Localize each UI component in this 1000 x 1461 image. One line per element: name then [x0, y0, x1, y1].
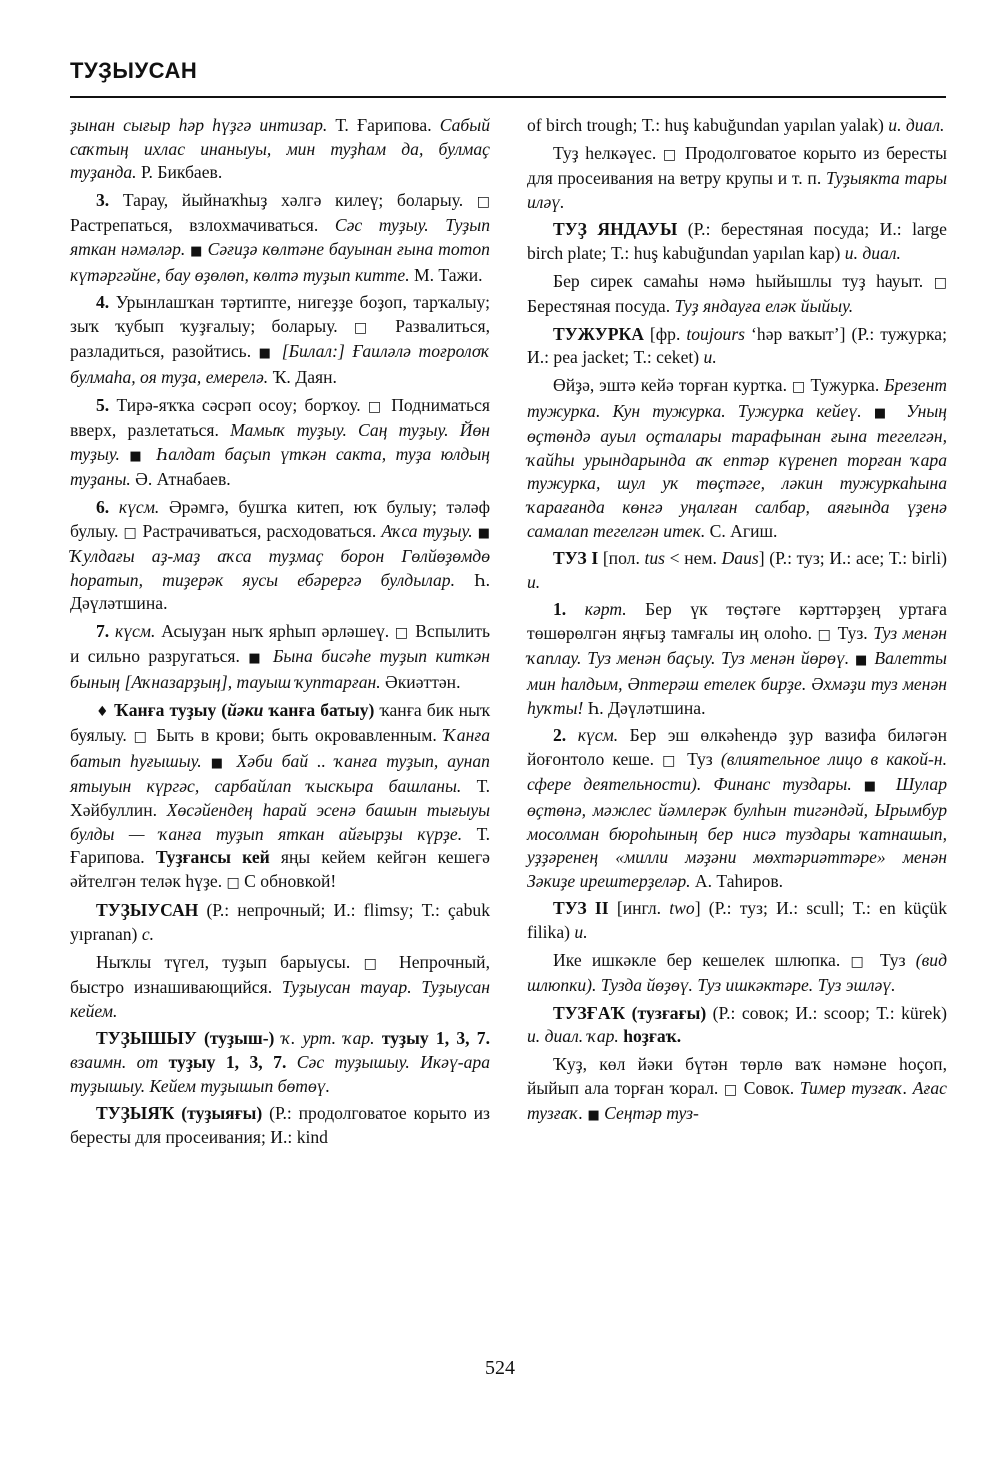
example-text: Сәс туҙыу. Туҙып яткан нәмәләр. — [70, 215, 490, 259]
source-author: Т. Ғарипова. — [70, 823, 490, 868]
definition: Ныҡлы түгел, туҙып барыусы. — [96, 951, 364, 972]
pos-label: и. — [574, 922, 588, 942]
definition: Тирә-яҡҡа сәсрәп осоу; борҡоу. — [109, 394, 368, 415]
stem-form: (туҙыш-) — [196, 1028, 275, 1049]
left-column — [70, 114, 490, 1153]
translation-marker-icon: □ — [791, 378, 806, 395]
equivalents: (Р.: совок; И.: scoop; Т.: kürek) — [706, 1002, 947, 1023]
example-text: Ҡанға батып һуғышыу. — [70, 725, 490, 771]
pos-label: с. — [141, 924, 155, 944]
translation: Растрепаться, взлохмачиваться. — [70, 215, 335, 236]
source-author: Ә. Атнабаев. — [130, 469, 231, 490]
etymology: [пол. — [598, 548, 645, 569]
headword: ТУҘ ЯНДАУЫ — [553, 219, 678, 240]
source-author: Т. Ғарипова. — [327, 115, 440, 135]
example-text: Сәс туҙышыу. Икәү-ара туҙышыу. Кейем туҙышып бөтөү. — [70, 1051, 490, 1096]
etymology: < нем. — [665, 548, 722, 569]
idiom-headword: Туҙғансы кей — [155, 847, 270, 868]
definition: яңы кейем кейгән кешегә әйтелгән теләк һүҙе. — [70, 847, 490, 891]
entry-continuation — [70, 114, 490, 185]
entry-tuzyshyu — [70, 1027, 490, 1098]
translation: Туз — [869, 949, 916, 970]
sense-6 — [70, 496, 490, 616]
page-number: 524 — [485, 1357, 515, 1379]
translation: Растрачиваться, расходоваться. — [137, 520, 382, 541]
entry-tuzyyak-def — [527, 142, 947, 215]
example-text: Брезент тужурка. Кун тужурка. Тужурка кейеү. — [527, 374, 947, 421]
translation: Развалиться, разладиться, разойтись. — [70, 315, 490, 362]
translation: Туз — [679, 748, 721, 769]
sense-number: 1. — [553, 599, 567, 620]
headword: ТУЗ II — [553, 898, 609, 919]
source-author: Һ. Дәүләтшина. — [70, 569, 490, 614]
example-text: Тимер тузғаҡ. Ағас тузғаҡ. — [527, 1077, 947, 1124]
translation: Продолговатое корыто из бересты для просеивания на ветру крупы и т. п. — [527, 142, 947, 189]
pos-label: и. — [527, 571, 541, 592]
entry-tuzgak-def — [527, 1053, 947, 1128]
translation-marker-icon: □ — [662, 752, 680, 769]
quotation-marker-icon: ■ — [129, 448, 147, 464]
usage-label: күсм. — [566, 725, 619, 746]
sense-7 — [70, 620, 490, 695]
quotation-marker-icon: ■ — [258, 346, 275, 362]
sense-3 — [70, 189, 490, 287]
definition: Ҡуҙ, көл йәки бүтән төрлө ваҡ нәмәне һоҫоп, йыйып ала торған ҡорал. — [527, 1053, 947, 1098]
translation: Быть в крови; быть окровавленным. — [149, 725, 444, 746]
idiom-headword: Ҡанға туҙыу ( — [114, 699, 228, 720]
source-author: С. Агиш. — [705, 520, 778, 541]
idiom-marker-icon: ♦ — [96, 703, 110, 720]
translation: Туз. — [832, 622, 874, 643]
definition: Бер үк төҫтәге кәрттәрҙең уртаға төшөрөлгән яңғыҙ тамғалы иң олоһо. — [527, 599, 947, 643]
entry-tuzyusan — [70, 899, 490, 946]
stem-form: (тузғағы) — [625, 1002, 707, 1023]
source-author: Т. Хәйбуллин. — [70, 776, 490, 821]
entry-tuz-2 — [527, 897, 947, 944]
etymon: two — [669, 898, 695, 919]
quotation: Сәғиҙә көлтәне бауынан ғына тотоп күтәргәйне, бау өҙөлөп, көлтә туҙып китте. — [70, 238, 490, 285]
idiom-block — [70, 699, 490, 896]
sense-1 — [527, 598, 947, 720]
sense-number: 3. — [96, 189, 110, 210]
quotation-marker-icon: ■ — [587, 1108, 600, 1124]
quotation: Һалдат баҫып үткән сакта, туҙа юлдың туҙаны. — [70, 443, 490, 490]
entry-continuation — [527, 114, 947, 138]
quotation: Хөсәйендең һарай эсенә башын тығыуы булды — ҡанға туҙып яткан айғырҙы күрҙе. — [70, 800, 490, 844]
entry-tuzhurka — [527, 323, 947, 370]
definition: Туҙ һелкәүес. — [553, 142, 663, 163]
quotation-marker-icon: ■ — [863, 779, 884, 795]
entry-tuz-2-def — [527, 949, 947, 998]
definition: Тарау, йыйнаҡһыҙ хәлгә килеү; боларыу. — [109, 189, 477, 210]
cross-reference: һоҙғаҡ. — [618, 1026, 682, 1047]
headword: ТУҘЫУСАН — [96, 900, 199, 921]
sense-number: 7. — [96, 620, 110, 641]
quotation: Ҡулдағы аҙ-маҙ аҡса туҙмаҫ борон Гөлйөҙөмдө һоратып, тиҙерәк яусы ебәрергә булдылар. — [70, 546, 490, 590]
example-text: Туҙыусан тауар. Туҙыусан кейем. — [70, 977, 490, 1021]
translation-marker-icon: □ — [933, 274, 947, 291]
source-author: Һ. Дәүләтшина. — [583, 697, 706, 718]
sense-number: 4. — [96, 292, 110, 313]
running-header — [70, 58, 946, 84]
translation: Подниматься вверх, разлетаться. — [70, 394, 490, 441]
sense-number: 2. — [553, 725, 567, 746]
entry-tuzgak — [527, 1002, 947, 1049]
source-author: М. Тажи. — [409, 264, 483, 285]
translation: Тужурка. — [805, 374, 885, 395]
translation-marker-icon: □ — [367, 398, 384, 415]
definition: Асыуҙан ныҡ ярһып әрләшеү. — [155, 620, 395, 641]
translation-marker-icon: □ — [226, 874, 240, 891]
example-text: Мамыҡ туҙыу. Саң туҙыу. Йөн туҙыу. — [70, 420, 490, 464]
example-text: Туз менән ҡаплау. Туз менән баҫыу. Туз менән йөрөү. — [527, 622, 947, 669]
definition: ҡанға бик ныҡ буялыу. — [70, 699, 490, 746]
sense-2 — [527, 724, 947, 893]
pos-label: и. диал. — [844, 242, 901, 263]
definition: Бер эш өлкәһендә ҙур вазифа биләгән йоғонтоло кеше. — [527, 725, 947, 769]
idiom-conjunction: йәки — [227, 699, 264, 720]
equivalents: (Р.: непрочный; И.: flimsy; Т.: çabuk yıpranan) — [70, 900, 490, 944]
headword: ТУЖУРКА — [553, 323, 644, 344]
cross-reference: туҙыу 1, 3, 7. — [158, 1051, 287, 1072]
example-text: Туҙ яндауға еләк йыйыу. — [674, 296, 854, 317]
equivalents: (Р.: продолговатое корыто из бересты для просеивания; И.: kind — [70, 1103, 490, 1147]
example-text: Туҙыякта тары иләү. — [527, 168, 947, 212]
right-column — [527, 114, 947, 1132]
cross-reference: туҙыу 1, 3, 7. — [374, 1028, 490, 1049]
example-text: Сабый саҡтың ихлас инаныуы, мин туҙһам да, булмаҫ туҙанда. — [70, 115, 490, 183]
equivalents: ] (Р.: туз; И.: ace; Т.: birli) — [758, 548, 947, 569]
headword: ТУЗҒАҠ — [553, 1002, 626, 1023]
entry-tuz-yandauy-def — [527, 270, 947, 319]
translation: Берестяная посуда. — [527, 296, 675, 317]
pos-label: и. диал. — [888, 115, 945, 135]
translation-marker-icon: □ — [817, 626, 833, 643]
sense-number: 6. — [96, 496, 110, 517]
grammar-label: взаимн. от — [70, 1051, 159, 1072]
headword: ТУҘЫЯҠ — [96, 1103, 175, 1124]
entry-tuz-1 — [527, 547, 947, 594]
quotation-marker-icon: ■ — [248, 651, 265, 667]
quotation-marker-icon: ■ — [477, 525, 491, 541]
source-author: Ҡ. Даян. — [268, 366, 337, 387]
quotation-marker-icon: ■ — [190, 243, 203, 259]
quotation: Бына бисәһе туҙып киткән бының [Аҡназарҙың], тауыш ҡуптарған. — [70, 646, 490, 693]
source-author: А. Таһиров. — [690, 870, 784, 891]
sense-5 — [70, 394, 490, 492]
translation-marker-icon: □ — [850, 953, 870, 970]
grammar-label: ҡ. урт. ҡар. — [274, 1028, 375, 1049]
translation: С обновкой! — [239, 870, 337, 891]
idiom-variant: ҡанға батыу) — [263, 699, 375, 720]
quotation: [Билал:] Ғаиләлә тоғролоҡ булмаһа, оя туҙа, емерелә. — [70, 341, 490, 387]
quotation: Сеңтәр туз- — [604, 1103, 699, 1124]
example-text: Аҡса туҙыу. — [381, 520, 473, 541]
definition: Ике ишкәкле бер кешелек шлюпка. — [553, 949, 851, 970]
etymon: toujours — [686, 323, 746, 344]
example-text: ҙынан сығыр һәр һүҙгә интизар. — [70, 115, 328, 135]
pos-label: и. — [703, 347, 717, 368]
etymon: Daus — [721, 548, 759, 569]
headword: ТУЗ I — [553, 548, 599, 569]
equivalents: (Р.: берестяная посуда; И.: large birch plate; Т.: huş kabuğundan yapılan kap) — [527, 219, 947, 263]
equivalents: ‘һәр ваҡыт’] (Р.: тужурка; И.: pea jacket; Т.: ceket) — [527, 323, 947, 368]
etymology: [фр. — [643, 323, 687, 344]
etymology: [ингл. — [608, 898, 670, 919]
quotation: Шулар өҫтөнә, мәжлес йәмлерәк булһын тигәндәй, Ырымбур мосолман бюроһының бер нисә туздары ҡатнашып, уҙҙәренең «милли мәҙәни мөхтәриәттәре» менән Зәкиҙе ирештерҙеләр. — [527, 774, 947, 891]
equivalents: of birch trough; Т.: huş kabuğundan yapılan yalak) — [527, 115, 889, 135]
quotation-marker-icon: ■ — [873, 405, 894, 421]
entry-tuz-yandauy — [527, 218, 947, 265]
translation-marker-icon: □ — [476, 193, 490, 210]
translation-marker-icon: □ — [353, 319, 379, 336]
entry-tuzyusan-def — [70, 951, 490, 1024]
quotation: Валетты мин һалдым, Әптерәш етелек бирҙе. Әхмәҙи туз менән һуҡты! — [527, 648, 947, 718]
entry-tuzyyak — [70, 1102, 490, 1149]
definition: Өйҙә, эштә кейә торған куртка. — [553, 374, 792, 395]
quotation: Уның өҫтөндә ауыл оҫталары тарафынан ғына тегелгән, ҡайһы урындарында аҡ ептәр күренеп торған ҡара тужурка, шул уҡ төҫтәге, ләкин тужуркаһына ҡарағанда көнгә уңалған салбар, аяғында үҙенә самалап тегелгән итек. — [527, 400, 948, 541]
equivalents: ] (Р.: туз; И.: scull; Т.: en küçük filika) — [527, 898, 948, 942]
pos-label: и. диал. ҡар. — [527, 1026, 619, 1047]
definition: Әрәмгә, бушҡа китеп, юҡ булыу; тәләф булыу. — [70, 496, 490, 541]
example-text: (вид шлюпки). Тузда йөҙөү. Туз ишкәктәре. Туз эшләү. — [527, 949, 947, 996]
quotation-marker-icon: ■ — [854, 653, 869, 669]
usage-label: күсм. — [109, 620, 156, 641]
translation: Совок. — [738, 1077, 800, 1098]
translation: Непрочный, быстро изнашивающийся. — [70, 951, 490, 998]
translation-marker-icon: □ — [723, 1081, 739, 1098]
source-author: Әкиәттән. — [380, 672, 461, 693]
stem-form: (туҙыяғы) — [174, 1103, 263, 1124]
running-head-title: ТУҘЫУСАН — [70, 58, 198, 83]
translation-marker-icon: □ — [123, 524, 138, 541]
translation-gloss: (влиятельное лицо в какой-н. сфере деятельности). Финанс туздары. — [527, 748, 947, 795]
usage-label: кәрт. — [566, 599, 627, 620]
entry-tuzhurka-def — [527, 374, 947, 543]
sense-number: 5. — [96, 394, 110, 415]
translation-marker-icon: □ — [662, 146, 679, 163]
translation-marker-icon: □ — [363, 955, 386, 972]
definition: Урынлашҡан тәртипте, нигеҙҙе боҙоп, тарҡалыу; зыҡ ҡубып ҡуҙғалыу; боларыу. — [70, 292, 490, 336]
headword: ТУҘЫШЫУ — [96, 1028, 197, 1049]
translation-marker-icon: □ — [133, 729, 150, 746]
translation-marker-icon: □ — [394, 624, 410, 641]
sense-4 — [70, 291, 490, 389]
source-author: Р. Бикбаев. — [136, 162, 223, 183]
usage-label: күсм. — [109, 496, 160, 517]
definition: Бер сирек самаһы нәмә һыйышлы туҙ һауыт. — [553, 270, 934, 291]
quotation-marker-icon: ■ — [210, 755, 228, 771]
etymon: tus — [644, 548, 666, 569]
quotation: Хәби бай .. ҡанға туҙып, аунап ятыуын күргәс, сарбайлап ҡыскыра башланы. — [70, 750, 490, 797]
translation: Вспылить и сильно разругаться. — [70, 620, 490, 667]
header-rule — [70, 96, 946, 98]
